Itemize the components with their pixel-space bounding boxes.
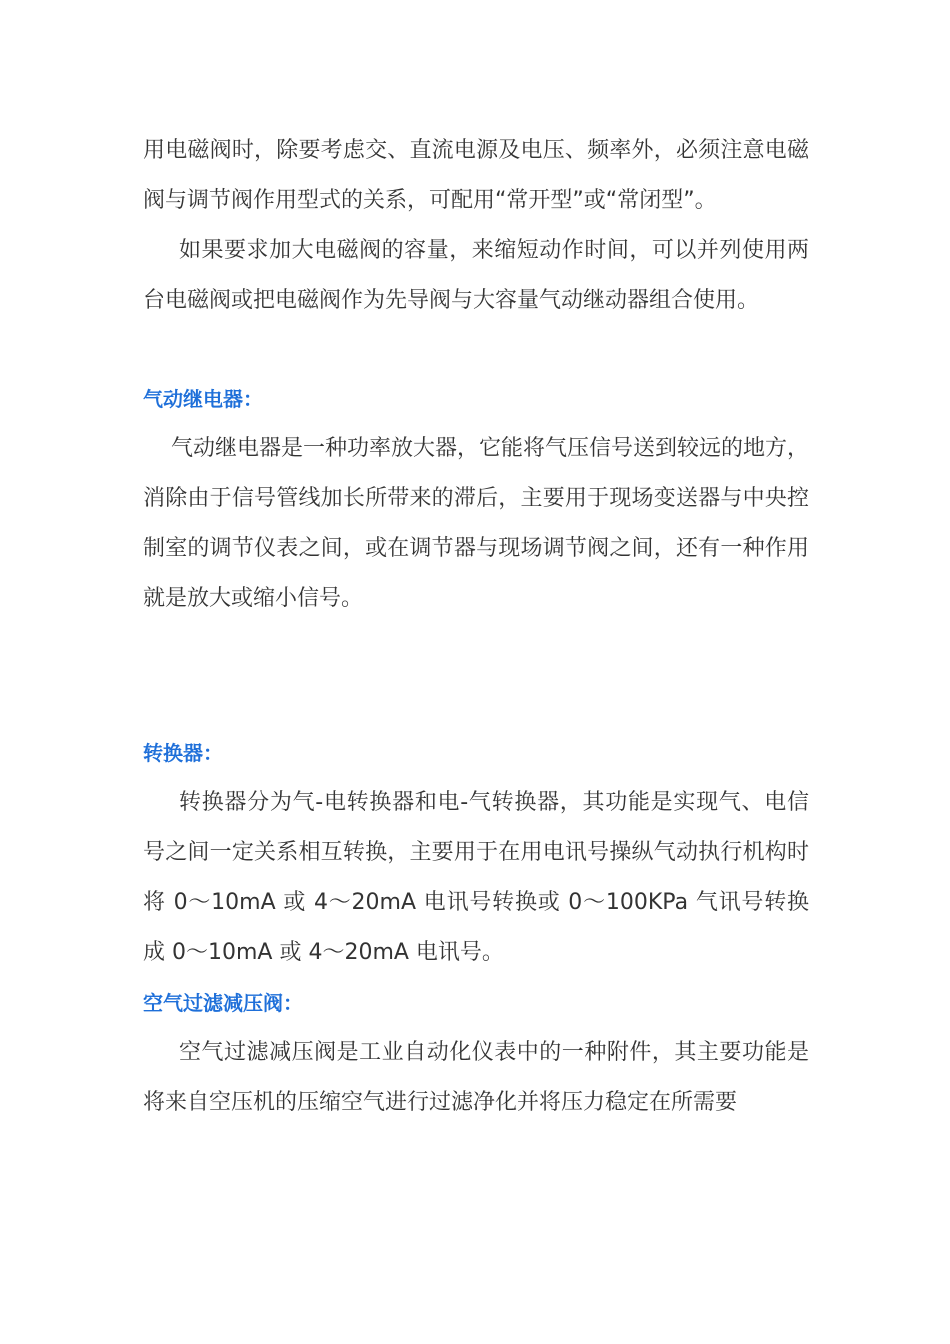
spacer xyxy=(143,326,809,374)
spacer xyxy=(143,624,809,728)
capacity-paragraph: 如果要求加大电磁阀的容量，来缩短动作时间，可以并列使用两台电磁阀或把电磁阀作为先导阀与大容量气动继动器组合使用。 xyxy=(143,238,809,313)
document-page xyxy=(143,126,809,1128)
section-heading-converter: 转换器： xyxy=(143,741,223,765)
intro-paragraph: 用电磁阀时，除要考虑交、直流电源及电压、频率外，必须注意电磁阀与调节阀作用型式的关系，可配用“常开型”或“常闭型”。 xyxy=(143,138,809,213)
section-body-air-filter-regulator: 空气过滤减压阀是工业自动化仪表中的一种附件，其主要功能是将来自空压机的压缩空气进行过滤净化并将压力稳定在所需要 xyxy=(143,1040,809,1115)
section-body-pneumatic-relay: 气动继电器是一种功率放大器，它能将气压信号送到较远的地方，消除由于信号管线加长所带来的滞后，主要用于现场变送器与中央控制室的调节仪表之间，或在调节器与现场调节阀之间，还有一种作用就是放大或缩小信号。 xyxy=(143,436,810,611)
section-heading-pneumatic-relay: 气动继电器： xyxy=(143,387,263,411)
section-body-converter: 转换器分为气-电转换器和电-气转换器，其功能是实现气、电信号之间一定关系相互转换，主要用于在用电讯号操纵气动执行机构时将 0～10mA 或 4～20mA 电讯号转换或 0～100KPa 气讯号转换成 0～10mA 或 4～20mA 电讯号。 xyxy=(143,790,809,965)
section-heading-air-filter-regulator: 空气过滤减压阀： xyxy=(143,991,303,1015)
